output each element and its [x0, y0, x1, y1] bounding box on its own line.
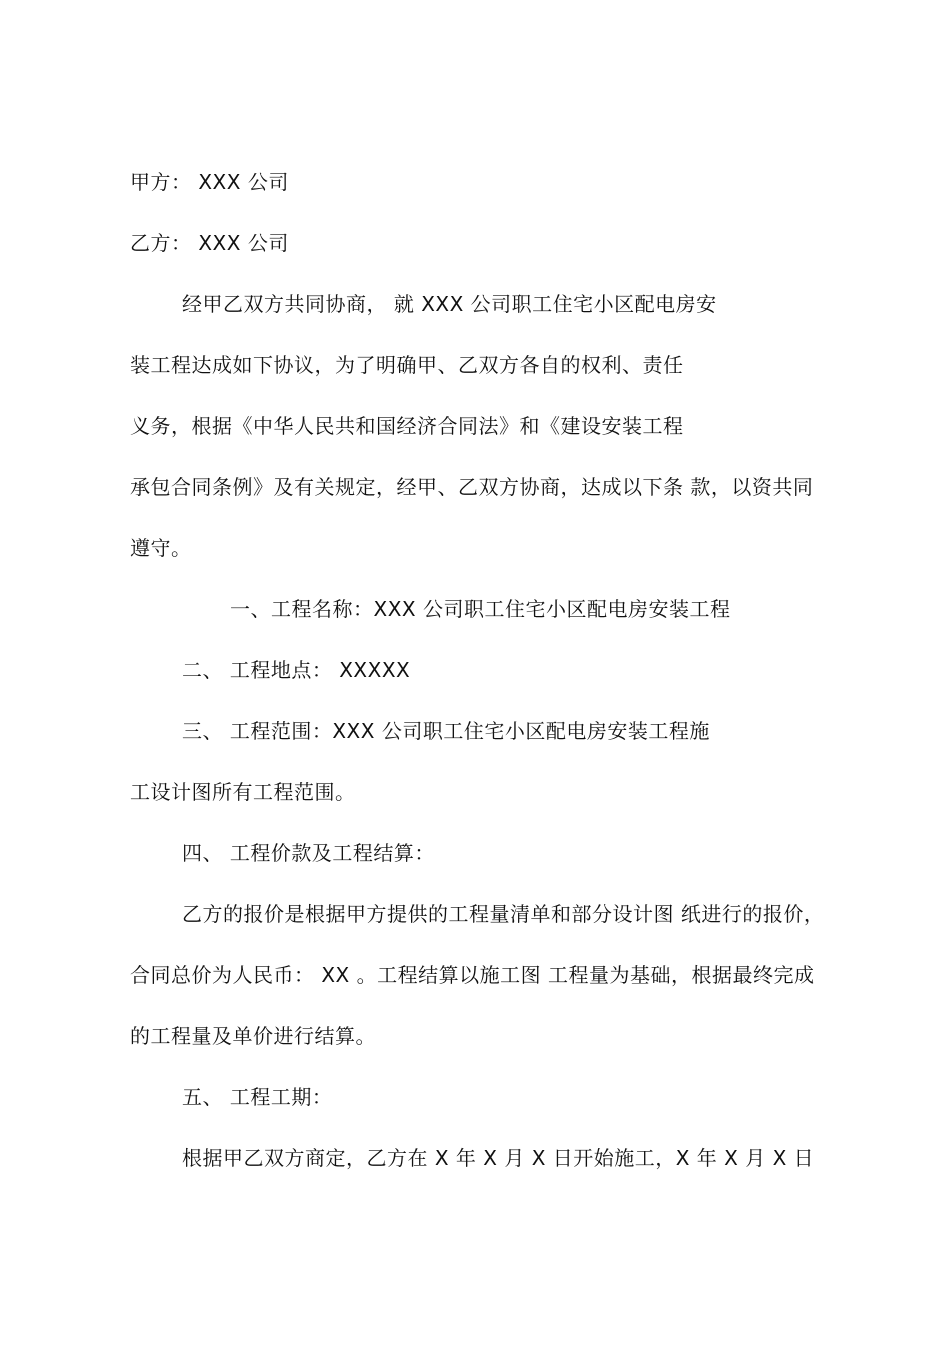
clause-5-heading: 五、 工程工期：: [182, 1085, 333, 1109]
price-paragraph-line-2: 合同总价为人民币： XX 。工程结算以施工图 工程量为基础，根据最终完成: [130, 963, 815, 987]
party-b-line: 乙方： XXX 公司: [130, 231, 289, 255]
clause-3-project-scope-line-1: 三、 工程范围：XXX 公司职工住宅小区配电房安装工程施: [182, 719, 710, 743]
price-paragraph-line-3: 的工程量及单价进行结算。: [130, 1024, 376, 1048]
period-paragraph-line-1: 根据甲乙双方商定，乙方在 X 年 X 月 X 日开始施工，X 年 X 月 X 日: [182, 1146, 815, 1170]
price-paragraph-line-1: 乙方的报价是根据甲方提供的工程量清单和部分设计图 纸进行的报价，: [182, 902, 825, 926]
intro-paragraph-line-4: 承包合同条例》及有关规定，经甲、乙双方协商，达成以下条 款，以资共同: [130, 475, 814, 499]
intro-paragraph-line-3: 义务，根据《中华人民共和国经济合同法》和《建设安装工程: [130, 414, 684, 438]
intro-paragraph-line-5: 遵守。: [130, 536, 192, 560]
party-a-line: 甲方： XXX 公司: [130, 170, 289, 194]
clause-4-heading: 四、 工程价款及工程结算：: [182, 841, 435, 865]
intro-paragraph-line-1: 经甲乙双方共同协商， 就 XXX 公司职工住宅小区配电房安: [182, 292, 717, 316]
clause-1-project-name: 一、工程名称：XXX 公司职工住宅小区配电房安装工程: [230, 597, 731, 621]
intro-paragraph-line-2: 装工程达成如下协议，为了明确甲、乙双方各自的权利、责任: [130, 353, 684, 377]
clause-2-project-location: 二、 工程地点： XXXXX: [182, 658, 411, 682]
clause-3-project-scope-line-2: 工设计图所有工程范围。: [130, 780, 356, 804]
